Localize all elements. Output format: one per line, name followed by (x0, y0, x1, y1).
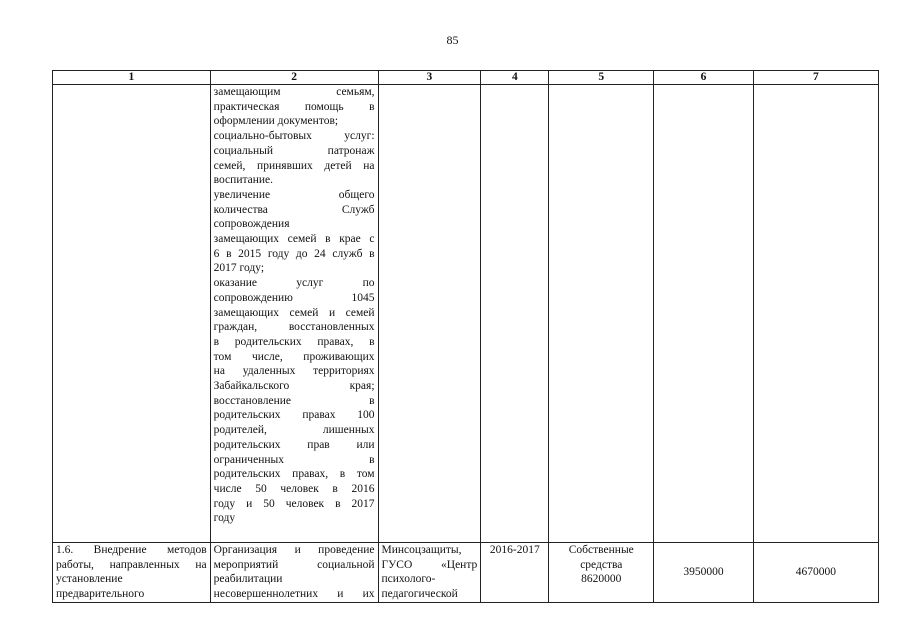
cell-continuation-col5 (549, 85, 654, 543)
table-row-continuation (53, 85, 879, 543)
text-line: воспитание. (213, 174, 274, 187)
cell-1-6-executor (378, 543, 481, 603)
cell-continuation-col1 (53, 85, 211, 543)
text-line: в родительских правах, в (213, 335, 375, 348)
text-line: количества Служб (213, 203, 375, 216)
text-line: Организация и проведение (213, 544, 375, 556)
text-line: году (213, 512, 236, 525)
text-line: Забайкальского края; (213, 380, 375, 393)
text-line: родителей, лишенных (213, 424, 375, 437)
text-line: работы, направленных на (56, 558, 207, 571)
funding-line-2: средства (580, 558, 623, 571)
text-line: замещающим семьям, (213, 86, 375, 98)
program-table (52, 70, 879, 603)
cell-1-6-measure (53, 543, 211, 603)
description-text (214, 543, 375, 602)
text-line: родительских правах, в том (213, 468, 375, 481)
text-line: установление (56, 573, 123, 586)
page-number: 85 (446, 33, 459, 47)
funding-line-1: Собственные (568, 544, 634, 556)
text-line: 2017 году; (213, 262, 265, 275)
text-line: родительских прав или (213, 438, 375, 451)
text-line: году и 50 человек в 2017 (213, 497, 375, 510)
text-line: числе 50 человек в 2016 (213, 482, 375, 495)
text-line: предварительного (56, 588, 145, 601)
text-line: социальный патронаж (213, 144, 375, 157)
text-line: замещающих семей и семей (213, 306, 375, 319)
header-col-4: 4 (481, 71, 549, 85)
text-line: реабилитации (213, 573, 283, 586)
text-line: родительских правах 100 (213, 409, 375, 422)
header-row (53, 71, 879, 85)
text-line: том числе, проживающих (213, 350, 375, 363)
header-col-1: 1 (53, 71, 211, 85)
header-col-6: 6 (654, 71, 754, 85)
text-line: восстановление в (213, 394, 375, 407)
cell-continuation-col4 (481, 85, 549, 543)
text-line: оформлении документов; (213, 115, 339, 128)
header-col-3: 3 (378, 71, 481, 85)
cell-1-6-period: 2016-2017 (481, 543, 549, 603)
text-line: несовершеннолетних и их (213, 588, 375, 601)
cell-continuation-col6 (654, 85, 754, 543)
table-row-1-6 (53, 543, 879, 603)
text-line: семей, принявших детей на (213, 159, 375, 172)
cell-continuation-col2 (210, 85, 378, 543)
text-line: 6 в 2015 году до 24 служб в (213, 247, 375, 260)
text-line: оказание услуг по (213, 277, 375, 290)
executor-text (382, 543, 478, 602)
text-line: Минсоцзащиты, (381, 544, 462, 556)
text-line: замещающих семей в крае с (213, 233, 375, 246)
header-col-7: 7 (753, 71, 878, 85)
cell-continuation-col3 (378, 85, 481, 543)
text-line: сопровождения (213, 218, 290, 231)
cell-1-6-amount-2017: 4670000 (753, 543, 878, 603)
funding-line-3: 8620000 (581, 573, 622, 586)
cell-1-6-funding (549, 543, 654, 603)
text-line: мероприятий социальной (213, 558, 375, 571)
text-line: социально-бытовых услуг: (213, 130, 375, 143)
text-line: на удаленных территориях (213, 365, 375, 378)
text-line: педагогической (381, 588, 458, 601)
cell-1-6-description (210, 543, 378, 603)
cell-1-6-amount-2016: 3950000 (654, 543, 754, 603)
header-col-5: 5 (549, 71, 654, 85)
text-line: ограниченных в (213, 453, 375, 466)
text-line: граждан, восстановленных (213, 321, 375, 334)
measure-text (56, 543, 207, 602)
text-line: ГУСО «Центр (381, 558, 478, 571)
text-line: увеличение общего (213, 188, 375, 201)
text-line: практическая помощь в (213, 100, 375, 113)
text-line: 1.6. Внедрение методов (56, 544, 207, 556)
continuation-results-text (214, 85, 375, 526)
header-col-2: 2 (210, 71, 378, 85)
text-line: психолого- (381, 573, 436, 586)
cell-continuation-col7 (753, 85, 878, 543)
text-line: сопровождению 1045 (213, 291, 375, 304)
